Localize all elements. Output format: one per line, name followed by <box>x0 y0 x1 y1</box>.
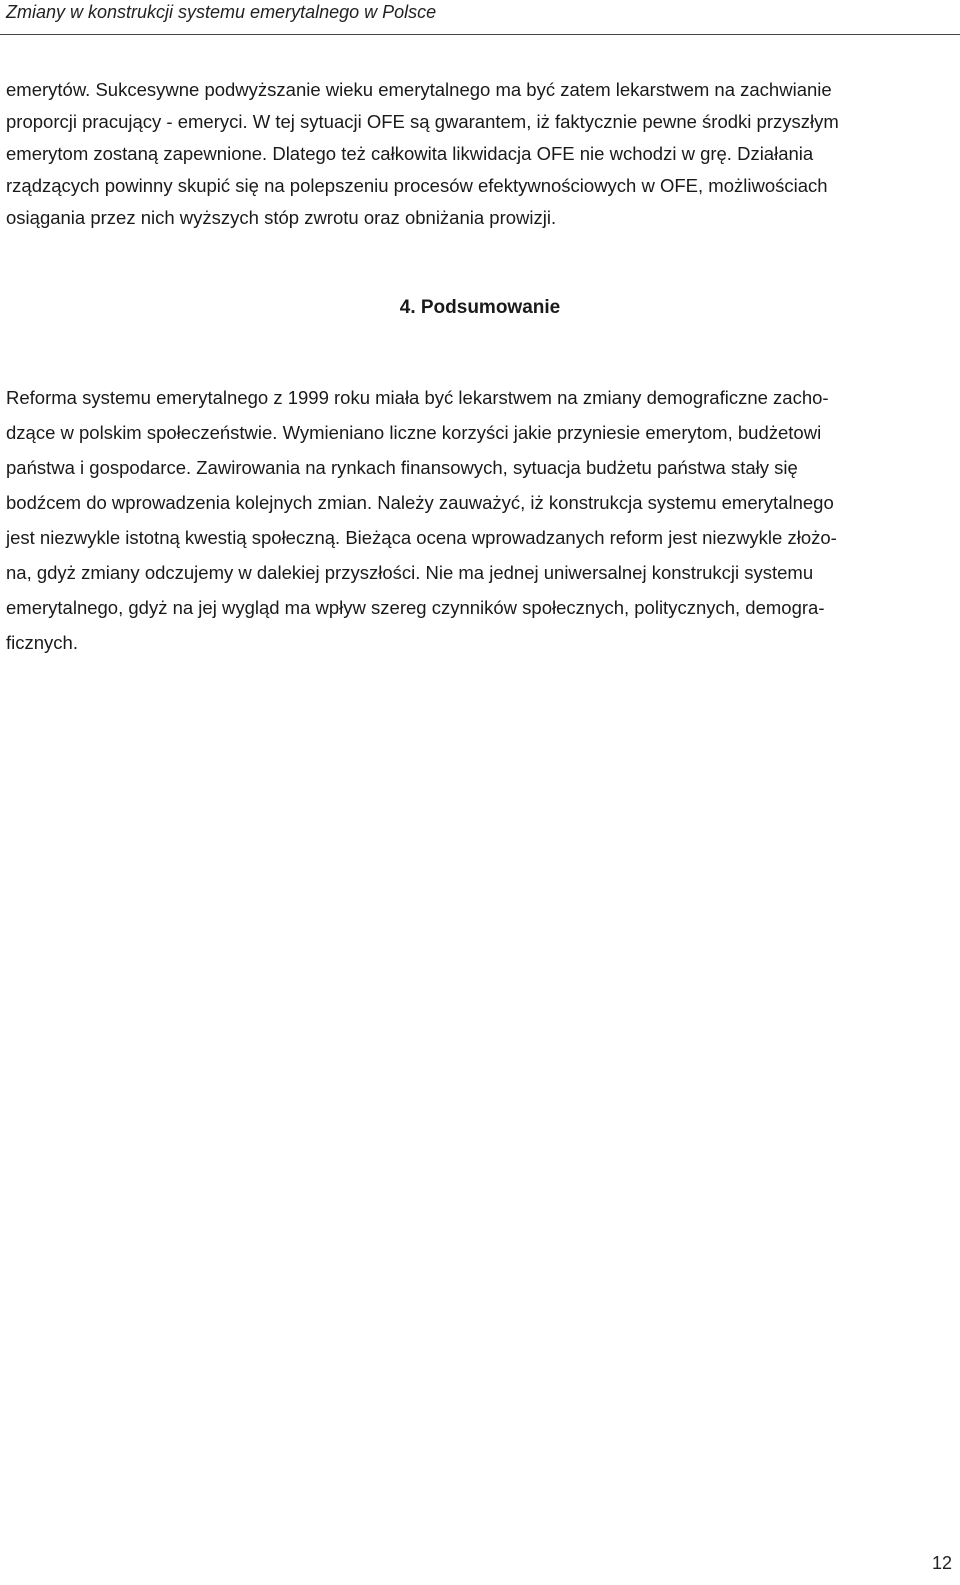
text-line: na, gdyż zmiany odczujemy w dalekiej przyszłości. Nie ma jednej uniwersalnej konstrukcji systemu <box>6 562 814 583</box>
text-line: rządzących powinny skupić się na polepszeniu procesów efektywnościowych w OFE, możliwościach <box>6 175 828 196</box>
body-paragraph-1 <box>6 74 952 234</box>
text-line: bodźcem do wprowadzenia kolejnych zmian. Należy zauważyć, iż konstrukcja systemu emerytalnego <box>6 492 834 513</box>
header-divider <box>0 34 960 35</box>
text-line: emerytom zostaną zapewnione. Dlatego też całkowita likwidacja OFE nie wchodzi w grę. Działania <box>6 143 814 164</box>
text-line: osiągania przez nich wyższych stóp zwrotu oraz obniżania prowizji. <box>6 207 557 228</box>
section-heading: 4. Podsumowanie <box>399 297 561 318</box>
text-line: ficznych. <box>6 632 78 653</box>
body-paragraph-2 <box>6 380 952 660</box>
text-line: proporcji pracujący - emeryci. W tej sytuacji OFE są gwarantem, iż faktycznie pewne środki przyszłym <box>6 111 839 132</box>
running-header-title: Zmiany w konstrukcji systemu emerytalnego w Polsce <box>6 2 437 22</box>
text-line: państwa i gospodarce. Zawirowania na rynkach finansowych, sytuacja budżetu państwa stały się <box>6 457 798 478</box>
text-line: Reforma systemu emerytalnego z 1999 roku miała być lekarstwem na zmiany demograficzne zacho- <box>6 387 829 408</box>
text-line: emerytów. Sukcesywne podwyższanie wieku emerytalnego ma być zatem lekarstwem na zachwianie <box>6 79 832 100</box>
text-line: jest niezwykle istotną kwestią społeczną. Bieżąca ocena wprowadzanych reform jest niezwykle złożo- <box>6 527 837 548</box>
text-line: emerytalnego, gdyż na jej wygląd ma wpływ szereg czynników społecznych, politycznych, demogra- <box>6 597 825 618</box>
page-number: 12 <box>931 1553 952 1573</box>
text-line: dzące w polskim społeczeństwie. Wymieniano liczne korzyści jakie przyniesie emerytom, budżetowi <box>6 422 822 443</box>
